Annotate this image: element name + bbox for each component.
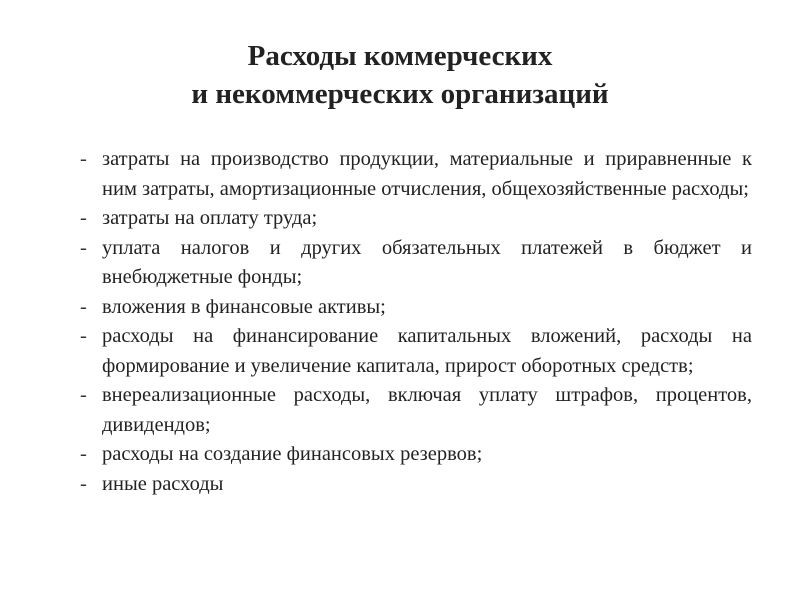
bullet-dash: - — [80, 384, 87, 406]
list-item-text: затраты на оплату труда; — [102, 207, 318, 229]
list-item — [80, 322, 752, 381]
bullet-dash: - — [80, 236, 87, 259]
bullet-dash: - — [80, 207, 87, 229]
slide-title — [0, 37, 800, 113]
bullet-dash: - — [80, 325, 87, 347]
list-item — [80, 145, 752, 204]
bullet-dash: - — [80, 148, 87, 170]
list-item — [80, 470, 752, 500]
list-item-text: затраты на производство продукции, материальные и приравненные к ним затраты, амортизационные отчисления, общехозяйственные расходы; — [102, 148, 752, 200]
list-item — [80, 440, 752, 470]
list-item-text: иные расходы — [102, 472, 224, 495]
list-item-text: вложения в финансовые активы; — [102, 295, 386, 318]
expense-list — [80, 145, 752, 499]
list-item-text: уплата налогов и других обязательных платежей в бюджет и внебюджетные фонды; — [102, 236, 752, 288]
list-item — [80, 293, 752, 323]
title-line-1: Расходы коммерческих — [247, 40, 553, 72]
list-item-text: расходы на создание финансовых резервов; — [102, 443, 483, 465]
title-line-2: и некоммерческих организаций — [191, 78, 609, 110]
bullet-dash: - — [80, 443, 87, 465]
list-item-text: внереализационные расходы, включая уплату штрафов, процентов, дивидендов; — [102, 384, 752, 436]
list-item — [80, 234, 752, 293]
bullet-dash: - — [80, 472, 87, 495]
bullet-dash: - — [80, 295, 87, 318]
list-item — [80, 204, 752, 234]
list-item-text: расходы на финансирование капитальных вложений, расходы на формирование и увеличение капитала, прирост оборотных средств; — [102, 325, 752, 377]
list-item — [80, 381, 752, 440]
